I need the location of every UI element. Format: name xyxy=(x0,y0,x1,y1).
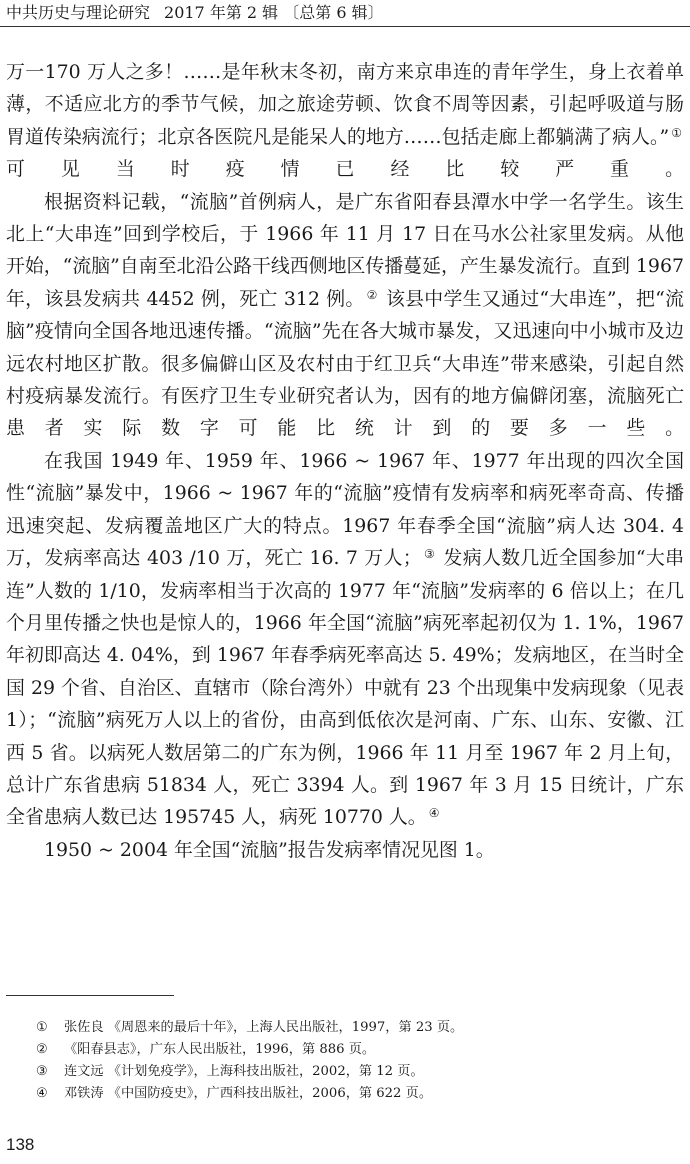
footnotes xyxy=(36,1017,676,1105)
paragraph-text: 可见当时疫情已经比较严重。 xyxy=(6,158,684,181)
footnote-ref: ③ xyxy=(423,547,436,562)
paragraph xyxy=(6,56,684,186)
paragraph xyxy=(6,445,684,834)
footnote-text: 《阳春县志》，广东人民出版社，1996，第 886 页。 xyxy=(64,1042,376,1057)
paragraph xyxy=(6,834,684,866)
paragraph-text: 在我国 1949 年、1959 年、1966 ~ 1967 年、1977 年出现的四次全国性“流脑”暴发中，1966 ~ 1967 年的“流脑”疫情有发病率和病死率奇高、传播迅速突起、发病覆盖地区广大的特点。1967 年春季全国“流脑”病人达 304. 4 万，发病率高达 403 /10 万，死亡 16. 7 万人； xyxy=(6,449,684,570)
footnote-ref: ① xyxy=(671,125,682,140)
paragraph-text: 该县中学生又通过“大串连”，把“流脑”疫情向全国各地迅速传播。“流脑”先在各大城市暴发，又迅速向中小城市及边远农村地区扩散。很多偏僻山区及农村由于红卫兵“大串连”带来感染，引起自然村疫病暴发流行。有医疗卫生专业研究者认为，因有的地方偏僻闭塞，流脑死亡患者实际数字可能比统计到的要多一些。 xyxy=(6,287,684,440)
paragraph-text: 1950 ~ 2004 年全国“流脑”报告发病率情况见图 1。 xyxy=(44,838,495,861)
footnote-mark: ④ xyxy=(36,1086,48,1101)
paragraph-text: 发病人数几近全国参加“大串连”人数的 1/10，发病率相当于次高的 1977 年“流脑”发病率的 6 倍以上；在几个月里传播之快也是惊人的，1966 年全国“流脑”病死率起初仅为 1. 1%，1967 年初即高达 4. 04%，到 1967 年春季病死率高达 5. 49%；发病地区，在当时全国 29 个省、自治区、直辖市（除台湾外）中就有 23 个出现集中发病现象（见表 1）；“流脑”病死万人以上的省份，由高到低依次是河南、广东、山东、安徽、江西 5 省。以病死人数居第二的广东为例，1966 年 11 月至 1967 年 2 月上旬，总计广东省患病 51834 人，死亡 3394 人。到 1967 年 3 月 15 日统计，广东全省患病人数已达 195745 人，病死 10770 人。 xyxy=(6,547,684,829)
footnote xyxy=(36,1039,676,1061)
page-number: 138 xyxy=(6,1135,35,1154)
footnote-text: 邓铁涛 《中国防疫史》，广西科技出版社，2006，第 622 页。 xyxy=(64,1086,433,1101)
footnote xyxy=(36,1061,676,1083)
paragraph xyxy=(6,186,684,445)
footnote-text: 张佐良 《周恩来的最后十年》，上海人民出版社，1997，第 23 页。 xyxy=(64,1020,464,1035)
footnote-mark: ① xyxy=(36,1020,48,1035)
issue-info: 2017 年第 2 辑 〔总第 6 辑〕 xyxy=(164,3,384,22)
footnote xyxy=(36,1017,676,1039)
paragraph-text: 万一170 万人之多！……是年秋末冬初，南方来京串连的青年学生，身上衣着单薄，不适应北方的季节气候，加之旅途劳顿、饮食不周等因素，引起呼吸道与肠胃道传染病流行；北京各医院凡是能呆人的地方……包括走廊上都躺满了病人。” xyxy=(6,61,684,148)
running-head xyxy=(6,2,384,24)
footnote-text: 连文远 《计划免疫学》，上海科技出版社，2002，第 12 页。 xyxy=(64,1064,424,1079)
journal-title: 中共历史与理论研究 xyxy=(6,3,151,22)
footnote-ref: ② xyxy=(366,287,378,302)
footnote xyxy=(36,1083,676,1105)
header-rule xyxy=(0,26,690,27)
footnote-mark: ③ xyxy=(36,1064,48,1079)
body-text xyxy=(6,56,684,866)
footnote-ref: ④ xyxy=(428,806,440,821)
paragraph-text: 根据资料记载，“流脑”首例病人，是广东省阳春县潭水中学一名学生。该生北上“大串连”回到学校后，于 1966 年 11 月 17 日在马水公社家里发病。从他开始，“流脑”自南至北沿公路干线西侧地区传播蔓延，产生暴发流行。直到 1967 年，该县发病共 4452 例，死亡 312 例。 xyxy=(6,190,684,310)
footnote-separator xyxy=(6,995,174,996)
footnote-mark: ② xyxy=(36,1042,48,1057)
